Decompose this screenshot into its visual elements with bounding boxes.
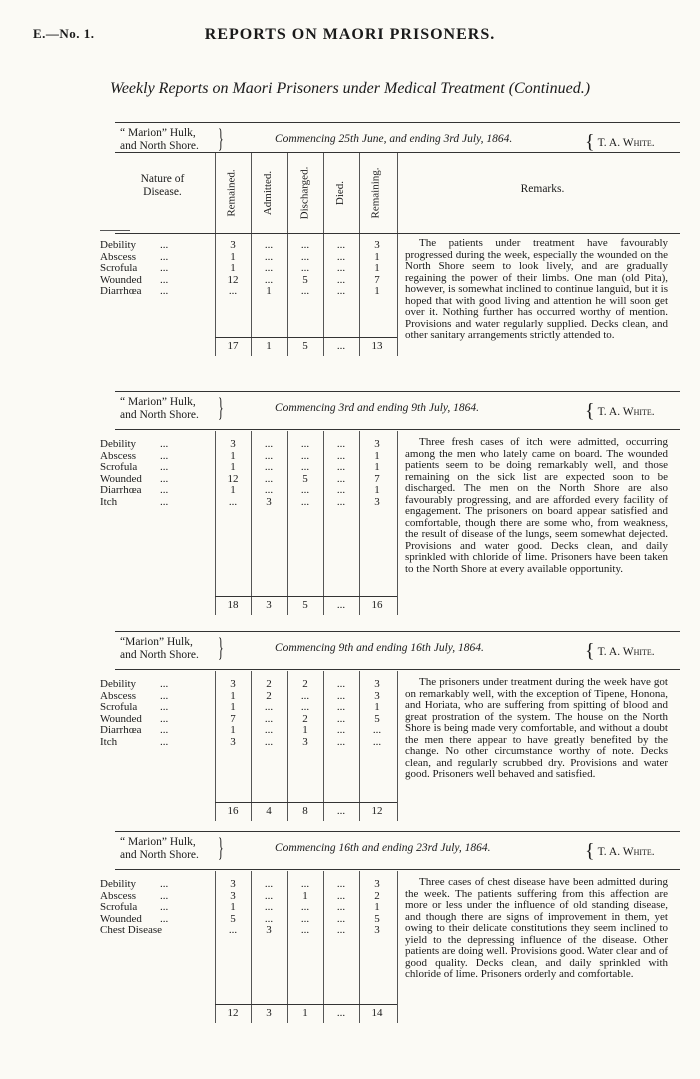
remaining-value: 3 [374, 495, 380, 508]
medical-officer [585, 640, 655, 663]
location-line-2: and North Shore. [120, 849, 199, 861]
admitted-value: 2 [266, 678, 272, 690]
page-title: REPORTS ON MAORI PRISONERS. [204, 26, 496, 43]
discharged-value: ... [300, 878, 310, 890]
brace-glyph: } [218, 393, 224, 422]
report-period: Commencing 9th and ending 16th July, 1864. [275, 642, 484, 654]
margin-rule [100, 230, 130, 231]
admitted-column-header [256, 155, 280, 231]
brace-glyph: { [585, 840, 595, 862]
remained-total: 17 [227, 340, 239, 352]
column-rule [359, 153, 360, 233]
remarks-text: The patients under treatment have favourably progressed during the week, especially the wounded on the North Shore seem to look lively, and are gradually regaining the power of their limbs. One man (old Pita), however, is somewhat inclined to continue languid, but it is hoped that with good living and attention he will soon get over it. Nothing further has occurred worthy of mention. Provisions and water regularly supplied. Decks clean, and other sanitary arrangements strictly attended to. [405, 237, 668, 342]
discharged-total: 1 [302, 1007, 308, 1019]
leader-dots: ... [160, 262, 169, 274]
remaining-value: 3 [374, 678, 380, 690]
header-separator-rule [115, 429, 680, 430]
discharged-value: ... [300, 449, 310, 462]
remaining-value: 7 [374, 273, 380, 286]
remarks-text: Three cases of chest disease have been admitted during the week. The patients suffering from this affection are more or less under the influence of old standing disease, and though there are signs of improvement in them, yet owing to their delicate constitutions they seem inclined to yield to the depressing influence of the disease. Other patients are doing well. Provisions good. Water clear and of good quality. Decks clean, and daily sprinkled with chloride of lime. Prisoners orderly and comfortable. [405, 876, 668, 981]
died-total: ... [336, 805, 346, 817]
died-value: ... [336, 678, 346, 690]
discharged-value: 3 [302, 735, 308, 748]
remained-value: 1 [230, 262, 236, 274]
disease-label: Scrofula [100, 262, 138, 274]
leader-dots: ... [160, 678, 169, 690]
discharged-value: ... [300, 239, 310, 251]
report-period: Commencing 16th and ending 23rd July, 1864. [275, 842, 491, 854]
column-rule [251, 153, 252, 233]
admitted-value: 2 [266, 689, 272, 702]
disease-label: Debility [100, 438, 137, 450]
remarks-text: The prisoners under treatment during the week have got on remarkably well, with the exception of Tipene, Honona, and Horiata, who are suffering from spitting of blood and great prostration of the system. The house on the North Shore is being made very comfortable, and without a doubt the men there appear to have greatly benefited by the change. No other circumstance worthy of note. Decks clean, and regularly scrubbed dry. Provisions and water good. Prisoners well behaved and satisfied. [405, 676, 668, 781]
report-2 [100, 391, 680, 621]
remained-value: 1 [230, 250, 236, 263]
medical-officer [585, 840, 655, 863]
officer-name: T. A. White. [597, 406, 655, 418]
died-total: ... [336, 340, 346, 352]
discharged-value: 5 [302, 273, 308, 286]
remained-value: ... [228, 924, 238, 936]
header-separator-rule [115, 669, 680, 670]
died-value: ... [336, 901, 346, 913]
admitted-value: ... [264, 273, 274, 286]
admitted-value: ... [264, 438, 274, 450]
brace-glyph: { [585, 131, 595, 153]
remaining-value: ... [372, 724, 382, 736]
remained-value: 3 [230, 735, 236, 748]
column-rule [215, 153, 216, 233]
remained-total: 18 [227, 599, 239, 611]
discharged-total: 5 [302, 599, 308, 611]
admitted-value: ... [264, 901, 274, 913]
admitted-total: 1 [266, 340, 272, 352]
remaining-value: 3 [374, 689, 380, 702]
brace-glyph: { [585, 400, 595, 422]
remaining-value: 5 [374, 712, 380, 725]
admitted-value: ... [264, 701, 274, 713]
remaining-value: 1 [374, 449, 380, 462]
location-line-2: and North Shore. [120, 409, 199, 421]
died-value: ... [336, 438, 346, 450]
discharged-value: ... [300, 495, 310, 508]
disease-name [100, 925, 218, 937]
disease-label: Wounded [100, 273, 142, 286]
column-rule [397, 234, 398, 356]
remained-value: 1 [230, 724, 236, 736]
remaining-column-header [364, 155, 388, 231]
admitted-value: ... [264, 449, 274, 462]
remained-value: 12 [227, 273, 239, 286]
leader-dots: ... [160, 724, 169, 736]
remaining-value: 1 [374, 262, 380, 274]
nature-of-disease-header [115, 173, 210, 199]
discharged-value: ... [300, 285, 310, 297]
totals-rule [215, 802, 397, 803]
leader-dots: ... [160, 878, 169, 890]
disease-label: Abscess [100, 889, 137, 902]
disease-name [100, 497, 218, 509]
died-value: ... [336, 250, 346, 263]
header-separator-rule [115, 869, 680, 870]
report-location [120, 396, 199, 422]
leader-dots: ... [160, 461, 169, 473]
remaining-value: 3 [374, 438, 380, 450]
remarks-header: Remarks. [520, 183, 565, 195]
leader-dots: ... [160, 701, 169, 713]
died-value: ... [336, 924, 346, 936]
discharged-value: 5 [302, 472, 308, 485]
admitted-value: ... [264, 239, 274, 251]
disease-label: Diarrhœa [100, 484, 142, 496]
died-value: ... [336, 484, 346, 496]
remaining-value: 1 [374, 285, 380, 297]
officer-name: T. A. White. [597, 846, 655, 858]
died-value: ... [336, 724, 346, 736]
disease-label: Abscess [100, 250, 137, 263]
remaining-total: 14 [371, 1007, 383, 1019]
report-top-rule [115, 631, 680, 632]
leader-dots: ... [160, 495, 169, 508]
discharged-value: ... [300, 701, 310, 713]
remained-value: 1 [230, 484, 236, 496]
leader-dots: ... [160, 901, 169, 913]
disease-label: Scrofula [100, 701, 138, 713]
disease-label: Debility [100, 878, 137, 890]
report-period: Commencing 25th June, and ending 3rd July, 1864. [275, 133, 513, 145]
column-rule [287, 153, 288, 233]
discharged-value: 1 [302, 889, 308, 902]
admitted-value: ... [264, 484, 274, 496]
disease-label: Diarrhœa [100, 285, 142, 297]
admitted-header-label: Admitted. [262, 170, 274, 216]
disease-label: Chest Disease [100, 924, 163, 936]
died-value: ... [336, 878, 346, 890]
discharged-total: 8 [302, 805, 308, 817]
leader-dots: ... [160, 273, 169, 286]
totals-rule [215, 337, 397, 338]
remaining-value: 1 [374, 701, 380, 713]
remaining-total: 13 [371, 340, 383, 352]
admitted-value: ... [264, 461, 274, 473]
leader-dots: ... [160, 285, 169, 297]
location-line-2: and North Shore. [120, 140, 199, 152]
page-number: E.—No. 1. [33, 26, 95, 41]
nature-header-line-2: Disease. [143, 186, 182, 198]
brace-glyph: } [218, 633, 224, 662]
died-value: ... [336, 689, 346, 702]
died-value: ... [336, 461, 346, 473]
leader-dots: ... [160, 250, 169, 263]
location-line-2: and North Shore. [120, 649, 199, 661]
remaining-value: 3 [374, 239, 380, 251]
leader-dots: ... [160, 438, 169, 450]
medical-officer [585, 131, 655, 154]
totals-rule [215, 1004, 397, 1005]
column-rule [397, 671, 398, 821]
remaining-value: 3 [374, 924, 380, 936]
remaining-value: 2 [374, 889, 380, 902]
admitted-value: 3 [266, 924, 272, 936]
location-line-1: “ Marion” Hulk, [120, 836, 196, 848]
admitted-value: ... [264, 472, 274, 485]
died-value: ... [336, 285, 346, 297]
leader-dots: ... [160, 449, 169, 462]
remaining-value: 1 [374, 484, 380, 496]
brace-glyph: } [218, 833, 224, 862]
disease-label: Itch [100, 495, 118, 508]
discharged-column-header [292, 155, 316, 231]
admitted-value: ... [264, 724, 274, 736]
died-total: ... [336, 599, 346, 611]
remained-value: 1 [230, 449, 236, 462]
report-location [120, 636, 199, 662]
died-total: ... [336, 1007, 346, 1019]
admitted-value: ... [264, 262, 274, 274]
died-value: ... [336, 239, 346, 251]
died-value: ... [336, 912, 346, 925]
remained-value: ... [228, 495, 238, 508]
leader-dots: ... [160, 889, 169, 902]
died-value: ... [336, 735, 346, 748]
leader-dots: ... [160, 912, 169, 925]
disease-label: Scrofula [100, 461, 138, 473]
remaining-value: 3 [374, 878, 380, 890]
report-top-rule [115, 122, 680, 123]
remained-value: 3 [230, 678, 236, 690]
disease-label: Debility [100, 239, 137, 251]
discharged-value: ... [300, 912, 310, 925]
location-line-1: “ Marion” Hulk, [120, 396, 196, 408]
leader-dots: ... [160, 735, 169, 748]
died-value: ... [336, 712, 346, 725]
remained-value: 7 [230, 712, 236, 725]
admitted-value: ... [264, 735, 274, 748]
disease-label: Abscess [100, 449, 137, 462]
disease-label: Itch [100, 735, 118, 748]
remained-value: 1 [230, 701, 236, 713]
leader-dots: ... [160, 239, 169, 251]
officer-name: T. A. White. [597, 646, 655, 658]
discharged-value: ... [300, 901, 310, 913]
remained-value: 1 [230, 689, 236, 702]
died-value: ... [336, 701, 346, 713]
brace-glyph: } [218, 124, 224, 153]
column-rule [323, 153, 324, 233]
admitted-value: 1 [266, 285, 272, 297]
medical-officer [585, 400, 655, 423]
brace-glyph: { [585, 640, 595, 662]
disease-label: Scrofula [100, 901, 138, 913]
remained-value: 3 [230, 878, 236, 890]
report-3 [100, 631, 680, 829]
died-value: ... [336, 472, 346, 485]
disease-label: Abscess [100, 689, 137, 702]
remaining-total: 16 [371, 599, 383, 611]
admitted-value: ... [264, 250, 274, 263]
remained-value: 1 [230, 901, 236, 913]
remained-header-label: Remained. [226, 169, 239, 217]
admitted-value: 3 [266, 495, 272, 508]
discharged-value: ... [300, 250, 310, 263]
report-period: Commencing 3rd and ending 9th July, 1864. [275, 402, 479, 414]
admitted-value: ... [264, 712, 274, 725]
remarks-text: Three fresh cases of itch were admitted, occurring among the men who lately came on board. The wounded patients seem to be doing remarkably well, and those remaining on the sick list are expected soon to be discharged. The men on the North Shore are also favourably progressing, and are afforded every facility of engagement. The prisoners on board appear satisfied and comfortable, though there are some who, from weakness, the result of disease of the lungs, seem somewhat dejected. Provisions and water good. Decks clean, and daily sprinkled with chloride of lime. Prisoners have been taken to the North Shore at every available opportunity. [405, 436, 668, 576]
disease-label: Wounded [100, 712, 142, 725]
disease-label: Debility [100, 678, 137, 690]
disease-name [100, 485, 218, 497]
died-value: ... [336, 262, 346, 274]
admitted-value: ... [264, 912, 274, 925]
died-value: ... [336, 495, 346, 508]
officer-name: T. A. White. [597, 137, 655, 149]
discharged-header-label: Discharged. [298, 166, 310, 220]
remaining-value: 1 [374, 901, 380, 913]
report-4 [100, 831, 680, 1031]
disease-label: Wounded [100, 472, 142, 485]
column-rule [397, 153, 398, 233]
died-column-header [328, 155, 352, 231]
report-location [120, 127, 199, 153]
discharged-total: 5 [302, 340, 308, 352]
location-line-1: “Marion” Hulk, [120, 636, 193, 648]
discharged-value: ... [300, 438, 310, 450]
remaining-total: 12 [371, 805, 383, 817]
discharged-value: 1 [302, 724, 308, 736]
admitted-total: 4 [266, 805, 272, 817]
remaining-header-label: Remaining. [370, 167, 382, 219]
report-1 [100, 122, 680, 380]
report-top-rule [115, 831, 680, 832]
remained-value: 3 [230, 438, 236, 450]
remained-column-header [220, 155, 244, 231]
discharged-value: ... [300, 461, 310, 473]
remained-value: 3 [230, 889, 236, 902]
disease-label: Diarrhœa [100, 724, 142, 736]
leader-dots: ... [160, 484, 169, 496]
disease-name [100, 725, 218, 737]
remained-value: 3 [230, 239, 236, 251]
died-value: ... [336, 889, 346, 902]
discharged-value: ... [300, 262, 310, 274]
nature-header-line-1: Nature of [140, 173, 185, 185]
discharged-value: ... [300, 924, 310, 936]
disease-name [100, 286, 218, 298]
died-header-label: Died. [334, 180, 347, 206]
remained-total: 12 [227, 1007, 239, 1019]
admitted-value: ... [264, 889, 274, 902]
admitted-total: 3 [266, 599, 272, 611]
report-location [120, 836, 199, 862]
discharged-value: ... [300, 484, 310, 496]
remaining-value: 1 [374, 250, 380, 263]
remaining-value: ... [372, 735, 382, 748]
leader-dots: ... [160, 689, 169, 702]
column-rule [397, 431, 398, 615]
disease-label: Wounded [100, 912, 142, 925]
died-value: ... [336, 449, 346, 462]
admitted-value: ... [264, 878, 274, 890]
column-header [115, 152, 680, 234]
disease-name [100, 737, 218, 749]
report-top-rule [115, 391, 680, 392]
admitted-total: 3 [266, 1007, 272, 1019]
discharged-value: ... [300, 689, 310, 702]
remained-value: 1 [230, 461, 236, 473]
location-line-1: “ Marion” Hulk, [120, 127, 196, 139]
totals-rule [215, 596, 397, 597]
died-value: ... [336, 273, 346, 286]
remained-total: 16 [227, 805, 239, 817]
remained-value: ... [228, 285, 238, 297]
remaining-value: 1 [374, 461, 380, 473]
remaining-value: 5 [374, 912, 380, 925]
page-subtitle: Weekly Reports on Maori Prisoners under Medical Treatment (Continued.) [109, 80, 591, 97]
remained-value: 5 [230, 912, 236, 925]
discharged-value: 2 [302, 712, 308, 725]
leader-dots: ... [160, 472, 169, 485]
remaining-value: 7 [374, 472, 380, 485]
discharged-value: 2 [302, 678, 308, 690]
leader-dots: ... [160, 712, 169, 725]
column-rule [397, 871, 398, 1023]
remained-value: 12 [227, 472, 239, 485]
